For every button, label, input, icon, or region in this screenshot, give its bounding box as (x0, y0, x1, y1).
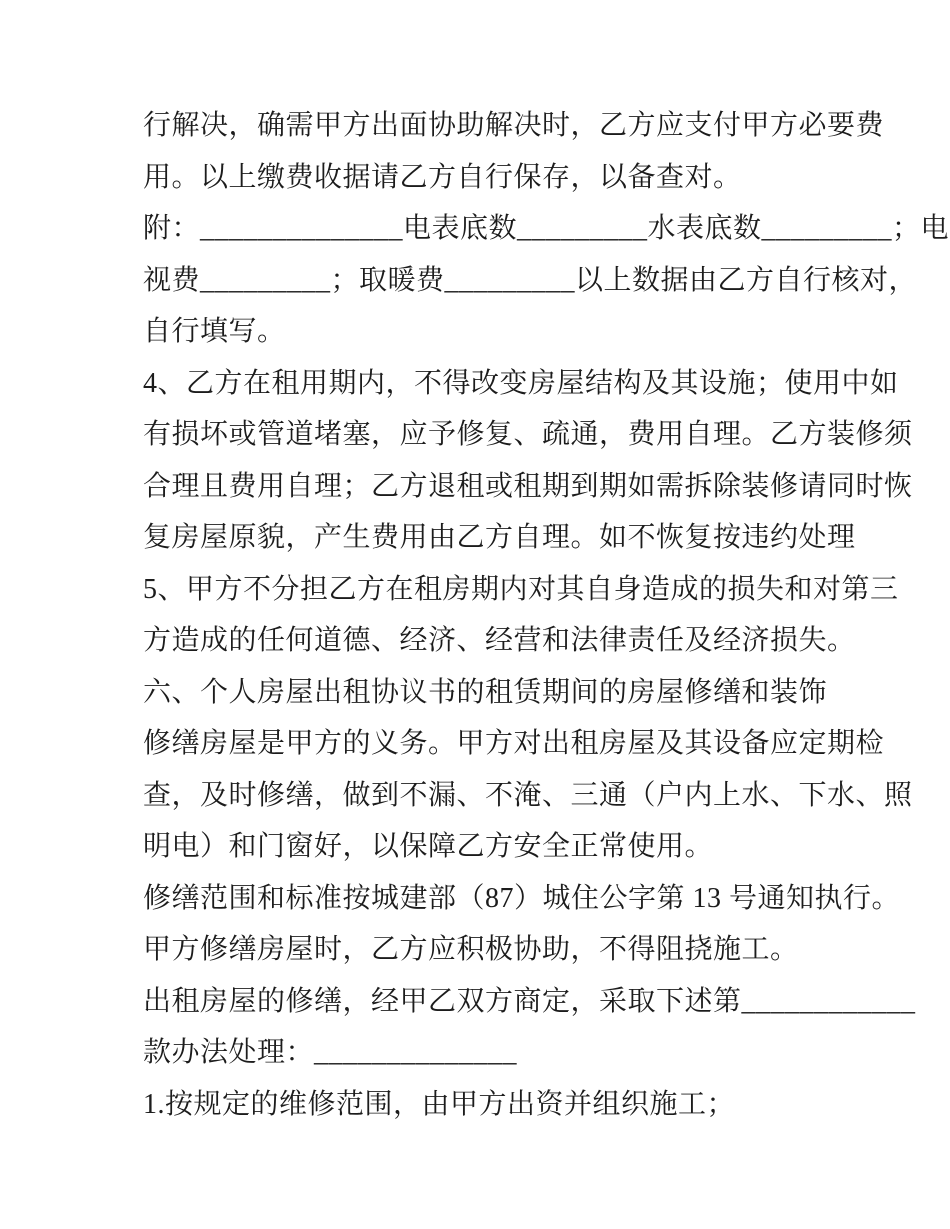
doc-line: 甲方修缮房屋时，乙方应积极协助，不得阻挠施工。 (143, 934, 799, 965)
doc-line-fill-in-blanks: 附：______________电表底数_________水表底数_________；电 (143, 213, 950, 244)
doc-line-section-6-heading: 六、个人房屋出租协议书的租赁期间的房屋修缮和装饰 (143, 676, 828, 708)
doc-line-fill-in-blanks: 视费_________；取暖费_________以上数据由乙方自行核对， (143, 264, 918, 296)
doc-line: 方造成的任何道德、经济、经营和法律责任及经济损失。 (143, 625, 856, 656)
doc-line-clause-4: 4、乙方在租用期内，不得改变房屋结构及其设施；使用中如 (143, 367, 899, 399)
doc-line: 行解决，确需甲方出面协助解决时，乙方应支付甲方必要费 (143, 110, 885, 141)
doc-line-fill-in-blanks: 出租房屋的修缮，经甲乙双方商定，采取下述第____________ (143, 985, 916, 1017)
doc-line: 明电）和门窗好，以保障乙方安全正常使用。 (143, 831, 714, 862)
doc-line: 自行填写。 (143, 316, 286, 347)
doc-line: 修缮房屋是甲方的义务。甲方对出租房屋及其设备应定期检 (143, 728, 885, 759)
doc-line: 复房屋原貌，产生费用由乙方自理。如不恢复按违约处理 (143, 522, 856, 553)
doc-line-fill-in-blanks: 款办法处理：______________ (143, 1037, 518, 1068)
doc-line: 有损坏或管道堵塞，应予修复、疏通，费用自理。乙方装修须 (143, 419, 913, 450)
doc-line: 合理且费用自理；乙方退租或租期到期如需拆除装修请同时恢 (143, 470, 913, 502)
doc-line-clause-5: 5、甲方不分担乙方在租房期内对其自身造成的损失和对第三 (143, 573, 899, 605)
doc-line: 查，及时修缮，做到不漏、不淹、三通（户内上水、下水、照 (143, 779, 913, 811)
doc-line-item-1: 1.按规定的维修范围，由甲方出资并组织施工； (143, 1088, 736, 1120)
doc-line: 用。以上缴费收据请乙方自行保存，以备查对。 (143, 161, 742, 193)
doc-line: 修缮范围和标准按城建部（87）城住公字第 13 号通知执行。 (143, 882, 901, 914)
